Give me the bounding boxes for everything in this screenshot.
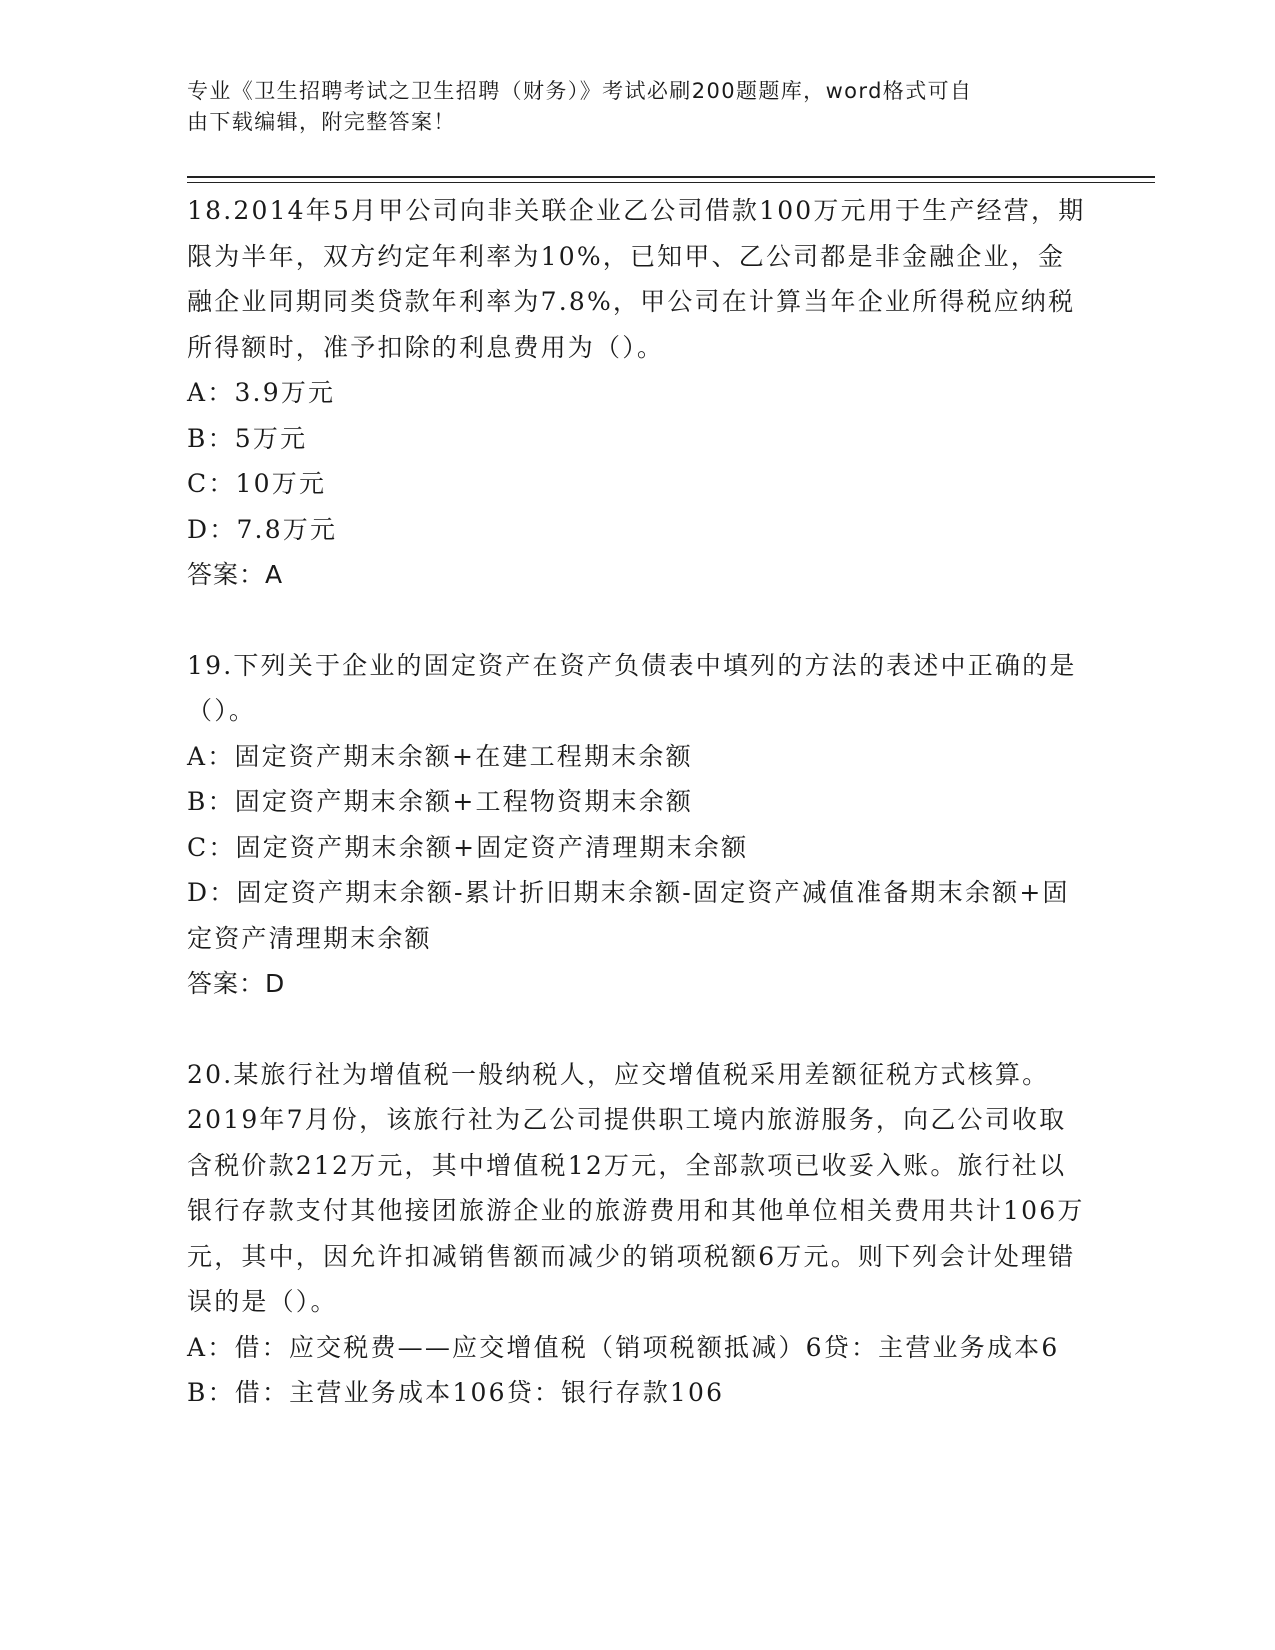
option-b: B：借：主营业务成本106贷：银行存款106 <box>187 1378 725 1407</box>
header-line-2: 由下载编辑，附完整答案！ <box>187 110 456 134</box>
question-list <box>187 188 1087 1461</box>
divider-thick-line <box>187 176 1155 178</box>
option-c: C：10万元 <box>187 469 327 498</box>
option-a: A：3.9万元 <box>187 378 336 407</box>
answer: 答案：A <box>187 560 284 589</box>
option-a: A：固定资产期末余额+在建工程期末余额 <box>187 741 693 771</box>
question-stem: 19.下列关于企业的固定资产在资产负债表中填列的方法的表述中正确的是（）。 <box>187 650 1077 725</box>
document-header <box>187 76 1067 138</box>
question-19 <box>187 643 1087 1007</box>
question-stem: 20.某旅行社为增值税一般纳税人，应交增值税采用差额征税方式核算。2019年7月份，该旅行社为乙公司提供职工境内旅游服务，向乙公司收取含税价款212万元，其中增值税12万元，全部款项已收妥入账。旅行社以银行存款支付其他接团旅游企业的旅游费用和其他单位相关费用共计106万元，其中，因允许扣减销售额而减少的销项税额6万元。则下列会计处理错误的是（）。 <box>187 1059 1085 1316</box>
header-divider <box>187 176 1155 183</box>
question-20 <box>187 1052 1087 1416</box>
option-a: A：借：应交税费——应交增值税（销项税额抵减）6贷：主营业务成本6 <box>187 1332 1060 1362</box>
option-d: D：7.8万元 <box>187 514 338 544</box>
option-b: B：固定资产期末余额+工程物资期末余额 <box>187 787 694 816</box>
question-18 <box>187 188 1087 598</box>
option-c: C：固定资产期末余额+固定资产清理期末余额 <box>187 832 749 862</box>
option-b: B：5万元 <box>187 423 308 453</box>
divider-thin-line <box>187 182 1155 183</box>
header-line-1: 专业《卫生招聘考试之卫生招聘（财务）》考试必刷200题题库，word格式可自 <box>187 79 973 103</box>
answer: 答案：D <box>187 969 286 998</box>
question-stem: 18.2014年5月甲公司向非关联企业乙公司借款100万元用于生产经营，期限为半年，双方约定年利率为10%，已知甲、乙公司都是非金融企业，金融企业同期同类贷款年利率为7.8%，甲公司在计算当年企业所得税应纳税所得额时，准予扣除的利息费用为（）。 <box>187 196 1086 362</box>
option-d: D：固定资产期末余额-累计折旧期末余额-固定资产减值准备期末余额+固定资产清理期末余额 <box>187 878 1070 953</box>
